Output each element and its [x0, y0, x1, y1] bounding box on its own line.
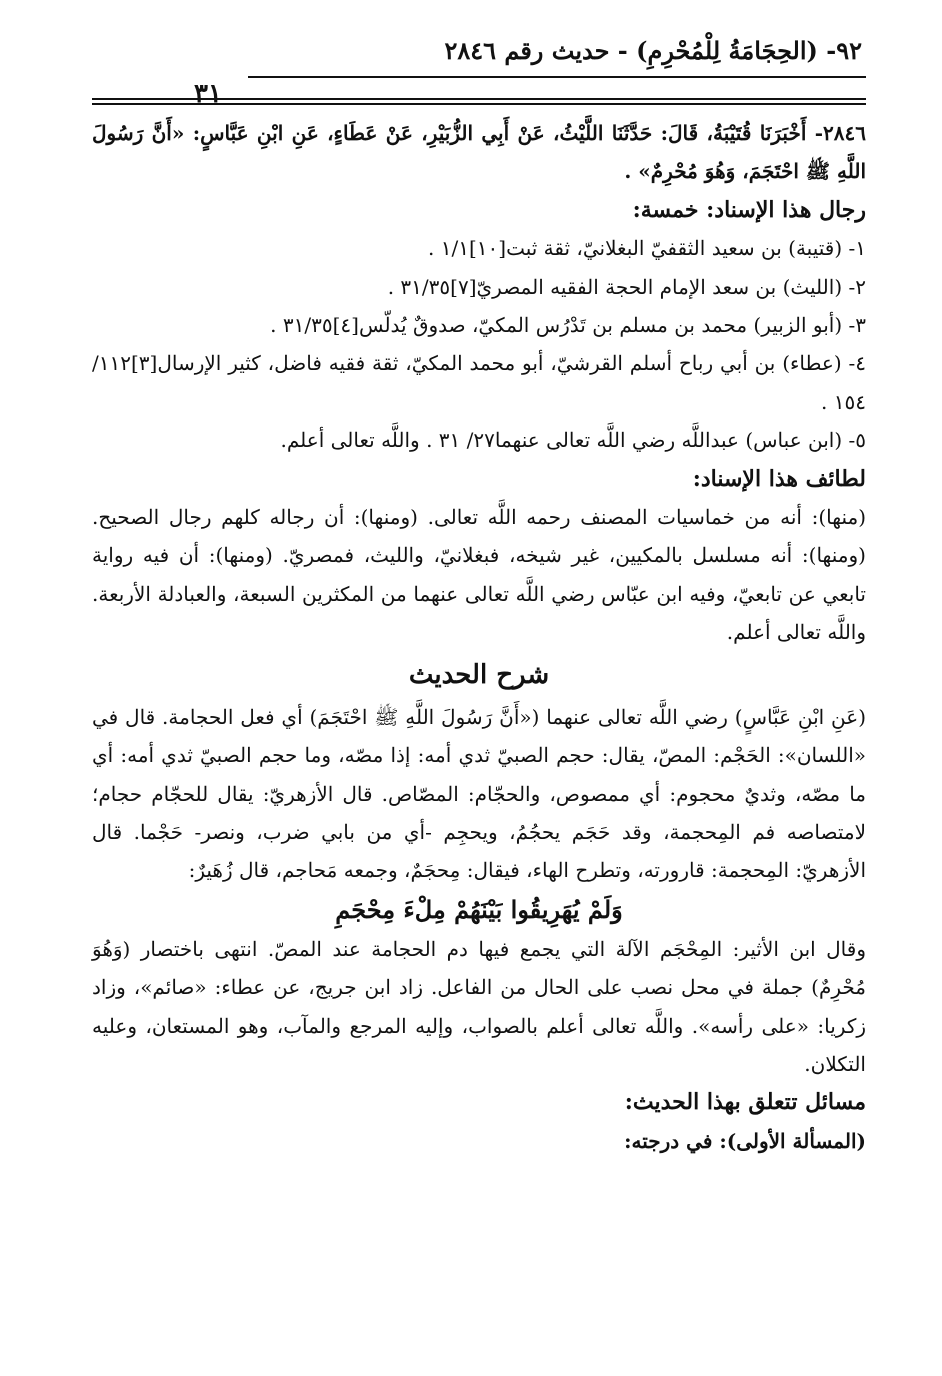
narrator-item: ٤- (عطاء) بن أبي رباح أسلم القرشيّ، أبو محمد المكيّ، ثقة فقيه فاضل، كثير الإرسال[٣]١١٢/ ١٥٤ .	[92, 351, 867, 414]
subtleties-heading: لطائف هذا الإسناد:	[692, 465, 866, 492]
page-body	[92, 114, 866, 1160]
poetry-verse: وَلَمْ يُهَرِيقُوا بَيْنَهُمْ مِلْءَ مِحْجَمِ	[335, 894, 623, 924]
narrator-item: ١- (قتيبة) بن سعيد الثقفيّ البغلانيّ، ثقة ثبت[١٠]١/١ .	[428, 236, 866, 261]
narrator-item: ٣- (أبو الزبير) محمد بن مسلم بن تَدْرُس المكيّ، صدوقٌ يُدلّس[٤]٣١/٣٥ .	[270, 313, 866, 338]
commentary-paragraph: (عَنِ ابْنِ عَبَّاسٍ) رضي اللَّه تعالى عنهما («أَنَّ رَسُولَ اللَّهِ ﷺ احْتَجَمَ) أي فعل الحجامة. قال في «اللسان»: الحَجْم: المصّ، يقال: حجم الصبيّ ثدي أمه: إذا مصّه، وما حجم الصبيّ ثدي أمه: أي ما مصّه، وثديٌ محجوم: أي ممصوص، والحجّام: المصّاص. قال الأزهريّ: يقال للحجّام حجام؛ لامتصاصه فم المِحجمة، وقد حَجَم يحجُمُ، ويحجِم -أي من بابي ضرب، ونصر- حَجْما. قال الأزهريّ: المِحجمة: قارورته، وتطرح الهاء، فيقال: مِحجَمٌ، وجمعه مَحاجم، قال زُهَيرٌ:	[92, 704, 866, 883]
commentary-heading: شرح الحديث	[408, 659, 550, 690]
first-issue: (المسألة الأولى): في درجته:	[624, 1128, 866, 1153]
running-header: ٩٢- (الحِجَامَةُ لِلْمُحْرِمِ) - حديث رقم ٢٨٤٦	[444, 36, 862, 65]
narrator-item: ٥- (ابن عباس) عبداللَّه رضي اللَّه تعالى عنهما٢٧/ ٣١ . واللَّه تعالى أعلم.	[280, 428, 866, 453]
narrators-heading: رجال هذا الإسناد: خمسة:	[632, 196, 866, 223]
subtleties-text: (منها): أنه من خماسيات المصنف رحمه اللَّه تعالى. (ومنها): أن رجاله كلهم رجال الصحيح. (ومنها): أنه مسلسل بالمكيين، غير شيخه، فبغلانيّ، والليث، فمصريّ. (ومنها): أن فيه رواية تابعي عن تابعيّ، وفيه ابن عبّاس رضي اللَّه تعالى عنهما من المكثرين السبعة، والعبادلة الأربعة. واللَّه تعالى أعلم.	[92, 505, 866, 645]
page-number: ٣١	[194, 79, 222, 109]
narrator-item: ٢- (الليث) بن سعد الإمام الحجة الفقيه المصريّ[٧]٣١/٣٥ .	[387, 274, 866, 299]
commentary-paragraph: وقال ابن الأثير: المِحْجَم الآلة التي يجمع فيها دم الحجامة عند المصّ. انتهى باختصار (وَهُوَ مُحْرِمٌ) جملة في محل نصب على الحال من الفاعل. زاد ابن جريج، عن عطاء: «صائم»، وزاد زكريا: «على رأسه». واللَّه تعالى أعلم بالصواب، وإليه المرجع والمآب، وهو المستعان، وعليه التكلان.	[92, 936, 866, 1076]
double-rule	[92, 98, 866, 100]
issues-heading: مسائل تتعلق بهذا الحديث:	[624, 1089, 866, 1116]
hadith-text: ٢٨٤٦- أَخْبَرَنَا قُتَيْبَةُ، قَالَ: حَدَّثَنَا اللَّيْثُ، عَنْ أَبِي الزُّبَيْرِ، عَنْ عَطَاءٍ، عَنِ ابْنِ عَبَّاسٍ: «أَنَّ رَسُولَ اللَّهِ ﷺ احْتَجَمَ، وَهُوَ مُحْرِمٌ» .	[92, 121, 866, 184]
header-rule	[248, 76, 866, 78]
